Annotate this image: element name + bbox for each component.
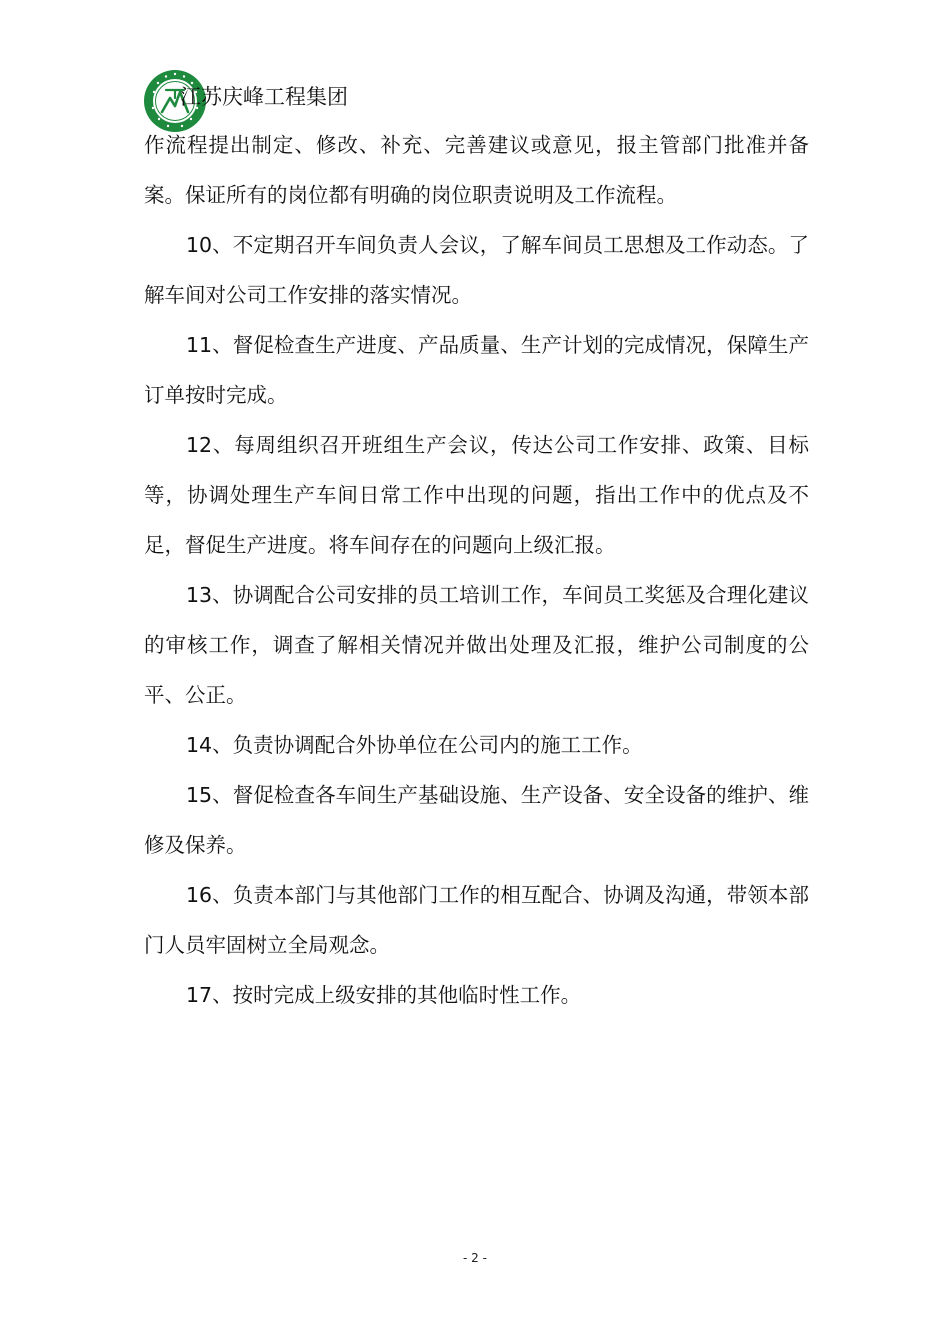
document-paragraph: 作流程提出制定、修改、补充、完善建议或意见，报主管部门批准并备案。保证所有的岗位都有明确的岗位职责说明及工作流程。: [144, 133, 809, 207]
company-name: 江苏庆峰工程集团: [180, 85, 348, 109]
document-paragraph: 13、协调配合公司安排的员工培训工作，车间员工奖惩及合理化建议的审核工作，调查了解相关情况并做出处理及汇报，维护公司制度的公平、公正。: [144, 583, 809, 707]
document-paragraph: 14、负责协调配合外协单位在公司内的施工工作。: [186, 733, 643, 757]
document-paragraph: 10、不定期召开车间负责人会议，了解车间员工思想及工作动态。了解车间对公司工作安排的落实情况。: [144, 233, 809, 307]
document-paragraph: 16、负责本部门与其他部门工作的相互配合、协调及沟通，带领本部门人员牢固树立全局观念。: [144, 883, 809, 957]
page-number: - 2 -: [463, 1251, 487, 1265]
document-paragraph: 17、按时完成上级安排的其他临时性工作。: [186, 983, 582, 1007]
document-body: [144, 120, 809, 1020]
document-paragraph: 12、每周组织召开班组生产会议，传达公司工作安排、政策、目标等，协调处理生产车间日常工作中出现的问题，指出工作中的优点及不足，督促生产进度。将车间存在的问题向上级汇报。: [144, 433, 809, 557]
document-paragraph: 11、督促检查生产进度、产品质量、生产计划的完成情况，保障生产订单按时完成。: [144, 333, 809, 407]
document-paragraph: 15、督促检查各车间生产基础设施、生产设备、安全设备的维护、维修及保养。: [144, 783, 809, 857]
